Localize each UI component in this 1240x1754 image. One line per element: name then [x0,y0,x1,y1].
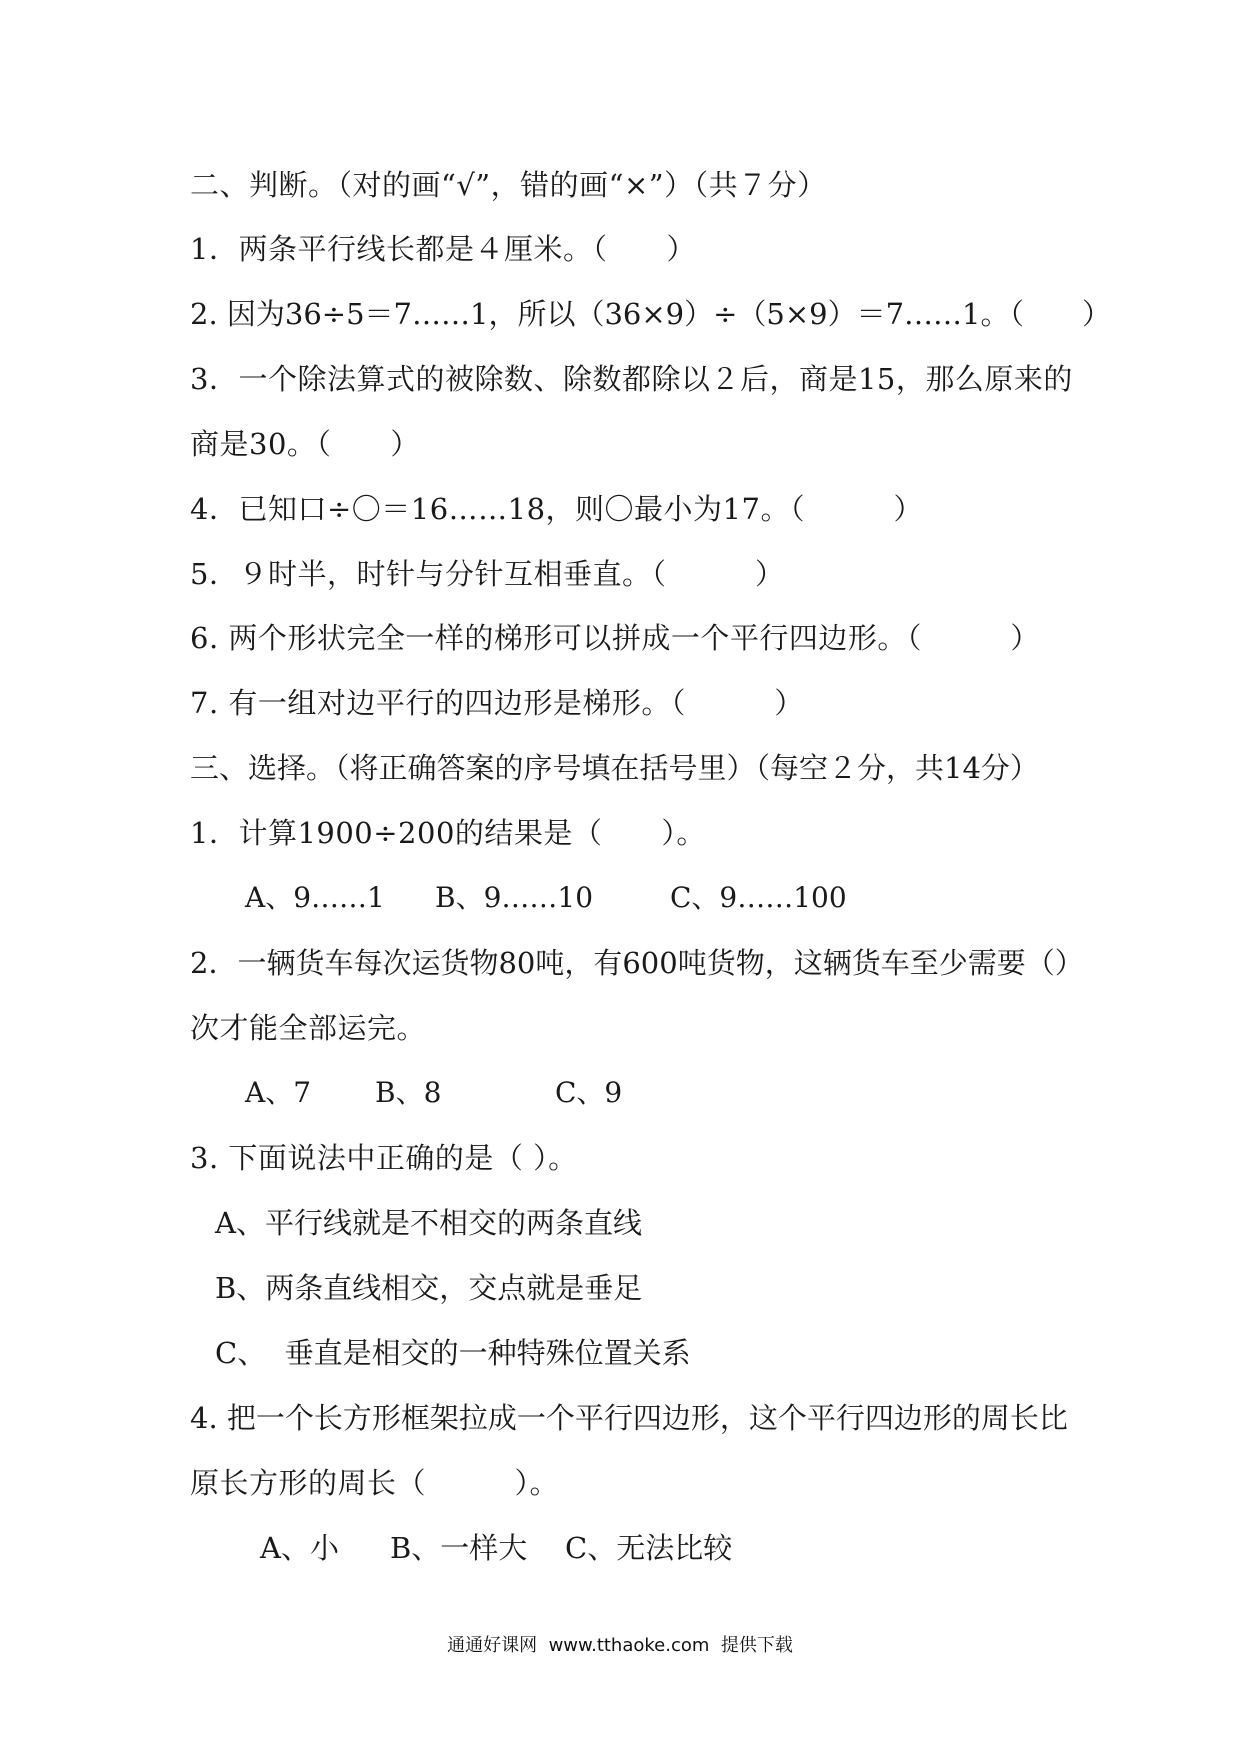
choice-q1-option-c: C、9……100 [670,881,847,914]
choice-question-4-line-1: 4. 把一个长方形框架拉成一个平行四边形，这个平行四边形的周长比 [190,1401,1068,1435]
choice-q3-option-c: C、 垂直是相交的一种特殊位置关系 [215,1336,691,1370]
section-3-heading: 三、选择。（将正确答案的序号填在括号里）（每空２分，共14分） [190,751,1039,785]
choice-q1-option-b: B、9……10 [435,881,594,914]
judgment-item-6: 6. 两个形状完全一样的梯形可以拼成一个平行四边形。（ ） [190,621,1040,655]
choice-q4-option-b: B、一样大 [390,1531,528,1565]
choice-question-2-line-1: 2．一辆货车每次运货物80吨，有600吨货物，这辆货车至少需要（） [190,946,1084,980]
choice-q2-option-a: A、7 [245,1076,312,1109]
choice-q4-option-a: A、小 [260,1531,339,1565]
judgment-item-4: 4．已知口÷〇＝16……18，则〇最小为17。（ ） [190,492,923,526]
judgment-item-3-line-1: 3．一个除法算式的被除数、除数都除以２后，商是15，那么原来的 [190,362,1073,396]
choice-q3-option-a: A、平行线就是不相交的两条直线 [215,1206,642,1240]
choice-q3-option-b: B、两条直线相交，交点就是垂足 [215,1271,643,1305]
section-2-heading: 二、判断。（对的画“√”，错的画“×”）（共７分） [190,168,827,202]
judgment-item-2: 2. 因为36÷5＝7……1，所以（36×9）÷（5×9）＝7……1。（ ） [190,297,1111,331]
choice-q2-option-c: C、9 [555,1076,623,1109]
choice-question-3: 3. 下面说法中正确的是（ ）。 [190,1141,578,1175]
judgment-item-1: 1．两条平行线长都是４厘米。（ ） [190,232,696,266]
choice-question-2-line-2: 次才能全部运完。 [190,1011,427,1045]
judgment-item-5: 5．９时半，时针与分针互相垂直。（ ） [190,557,785,591]
choice-question-1: 1．计算1900÷200的结果是（ ）。 [190,816,706,850]
choice-q4-option-c: C、无法比较 [565,1531,733,1565]
choice-q2-option-b: B、8 [375,1076,442,1109]
judgment-item-7: 7. 有一组对边平行的四边形是梯形。（ ） [190,686,804,720]
footer-credit: 通通好课网 www.tthaoke.com 提供下载 [447,1635,793,1656]
choice-q1-option-a: A、9……1 [245,881,385,914]
choice-question-4-line-2: 原长方形的周长（ ）。 [190,1466,560,1500]
judgment-item-3-line-2: 商是30。（ ） [190,427,420,461]
